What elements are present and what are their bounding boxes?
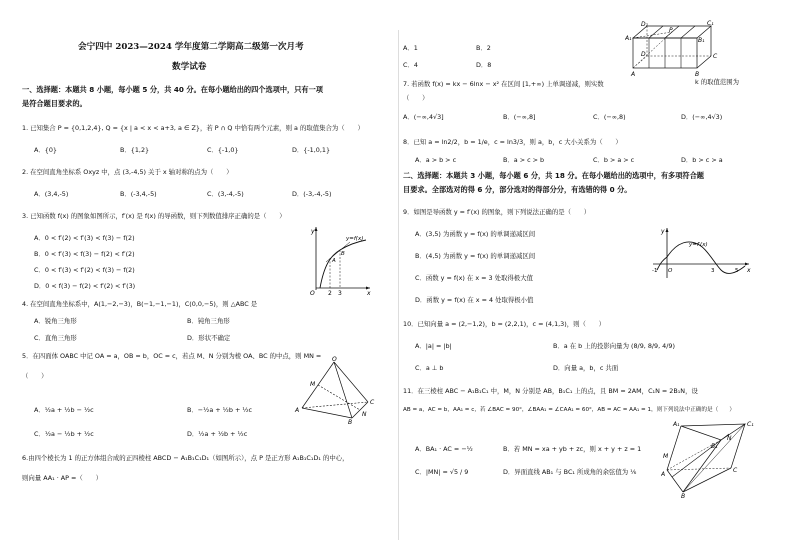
q5-fig-m: M — [310, 381, 316, 388]
q8-option-d[interactable]: D．b > c > a — [681, 156, 723, 164]
q8-stem: 8．已知 a = ln2/2，b = 1/e，c = ln3/3，则 a，b，c 大小关系为（ ） — [403, 138, 622, 146]
q7-k-range: k 的取值范围为 — [695, 78, 740, 86]
section1-heading: 一、选择题：本题共 8 小题，每小题 5 分，共 40 分。在每小题给出的四个选项中，只有一项 — [22, 85, 323, 94]
q3-stem: 3. 已知函数 f(x) 的图象如图所示，f′(x) 是 f(x) 的导函数，则下列数值排序正确的是（ ） — [22, 212, 286, 220]
q11-fig-b1: B₁ — [711, 443, 718, 450]
q6-stem: 6.由四个棱长为 1 的正方体组合成的正四棱柱 ABCD − A₁B₁C₁D₁（如图所示），点 P 是正方形 A₁B₁C₁D₁ 的中心， — [22, 454, 349, 462]
q9-option-d[interactable]: D．函数 y = f(x) 在 x = 4 处取得极小值 — [415, 296, 534, 304]
q11-option-c[interactable]: C．|MN| = √5 / 9 — [415, 468, 469, 476]
q3-fig-point-a: A — [332, 258, 336, 264]
q9-stem: 9．如图是导函数 y = f′(x) 的图象，则下列说法正确的是（ ） — [403, 208, 591, 216]
q5-option-c[interactable]: C．½a − ½b + ½c — [34, 430, 94, 438]
q9-fig-origin: O — [668, 268, 673, 274]
q10-option-b[interactable]: B．a 在 b 上的投影向量为 (8/9, 8/9, 4/9) — [553, 342, 675, 350]
q7-option-c[interactable]: C．(−∞,8) — [593, 113, 626, 121]
q4-option-d[interactable]: D．形状不确定 — [187, 334, 231, 342]
q11-fig-n: N — [727, 435, 732, 442]
q5-fig-o: O — [332, 356, 337, 363]
q6-fig-c: C — [713, 53, 718, 60]
q7-paren: （ ） — [403, 94, 429, 102]
q2-option-d[interactable]: D．(-3,-4,-5) — [292, 190, 332, 198]
q10-option-a[interactable]: A．|a| = |b| — [415, 342, 452, 350]
q11-fig-c1: C₁ — [747, 421, 754, 428]
q9-fig-tick-minus1: -1 — [652, 268, 658, 274]
q11-option-b[interactable]: B．若 MN = xa + yb + zc，则 x + y + z = 1 — [503, 445, 642, 453]
q7-option-a[interactable]: A．(−∞,4√3] — [403, 113, 444, 121]
q9-derivative-graph — [649, 224, 753, 280]
q11-fig-a: A — [661, 471, 666, 478]
q5-paren: （ ） — [22, 372, 48, 380]
q9-fig-tick-5: 5 — [735, 268, 739, 274]
q5-tetrahedron-figure — [294, 356, 378, 424]
q5-option-d[interactable]: D．½a + ½b + ½c — [187, 430, 248, 438]
section2-heading: 二、选择题：本题共 3 小题，每小题 6 分，共 18 分。在每小题给出的选项中，有多项符合题 — [403, 171, 704, 180]
exam-title: 会宁四中 2023—2024 学年度第二学期高二级第一次月考 — [78, 42, 304, 52]
q9-option-c[interactable]: C．函数 y = f(x) 在 x = 3 处取得极大值 — [415, 274, 533, 282]
q6-fig-b: B — [695, 71, 700, 78]
q11-fig-m: M — [663, 453, 669, 460]
q5-fig-n: N — [362, 411, 367, 418]
q3-fig-y: y — [311, 228, 315, 235]
q3-fig-tick-2: 2 — [328, 290, 332, 296]
q3-option-d[interactable]: D．0 < f(3) − f(2) < f′(2) < f′(3) — [34, 282, 136, 290]
q9-fig-y: y — [661, 228, 665, 235]
q6-fig-a1: A₁ — [625, 35, 632, 42]
q5-fig-a: A — [295, 407, 300, 414]
q11-stem: 11．在三棱柱 ABC − A₁B₁C₁ 中，M，N 分别是 AB，B₁C₁ 上的点，且 BM = 2AM，C₁N = 2B₁N，设 — [403, 387, 698, 395]
q1-option-a[interactable]: A．{0} — [34, 146, 57, 154]
q8-option-a[interactable]: A．a > b > c — [415, 156, 457, 164]
q7-option-b[interactable]: B．(−∞,8] — [503, 113, 536, 121]
q9-fig-x: x — [747, 267, 751, 274]
q11-option-d[interactable]: D．异面直线 AB₁ 与 BC₁ 所成角的余弦值为 ⅙ — [503, 468, 637, 476]
q11-fig-b: B — [681, 493, 686, 498]
q3-fig-origin: O — [310, 290, 315, 296]
column-divider — [398, 30, 399, 540]
q6-fig-c1: C₁ — [707, 20, 714, 27]
q3-option-c[interactable]: C．0 < f′(3) < f′(2) < f(3) − f(2) — [34, 266, 135, 274]
q8-option-c[interactable]: C．b > a > c — [593, 156, 635, 164]
q1-stem: 1. 已知集合 P = {0,1,2,4}, Q = {x | a < x < a+3, a ∈ Z}，若 P ∩ Q 中恰有两个元素，则 a 的取值集合为（ ） — [22, 124, 364, 132]
q9-fig-fn: y=f′(x) — [689, 242, 708, 248]
q11-prism-figure — [661, 418, 757, 498]
q11-option-a[interactable]: A．BA₁ · AC = −½ — [415, 445, 473, 453]
q3-fig-point-b: B — [341, 251, 345, 257]
q5-fig-b: B — [348, 419, 353, 424]
q4-option-c[interactable]: C．直角三角形 — [34, 334, 77, 342]
exam-subtitle: 数学试卷 — [172, 62, 207, 72]
q6-prism-figure — [625, 20, 719, 78]
q3-fig-x: x — [367, 290, 371, 296]
q7-option-d[interactable]: D．(−∞,4√3) — [681, 113, 723, 121]
q6-fig-p: P — [669, 27, 673, 34]
q4-option-a[interactable]: A．锐角三角形 — [34, 317, 77, 325]
section2-heading-2: 目要求。全部选对的得 6 分，部分选对的得部分分，有选错的得 0 分。 — [403, 185, 632, 194]
q6-fig-d: D — [641, 51, 646, 58]
q11-fig-c: C — [733, 467, 738, 474]
q5-option-b[interactable]: B．−½a + ½b + ½c — [187, 406, 253, 414]
q6-option-a[interactable]: A．1 — [403, 44, 418, 52]
q3-fig-fn: y=f(x) — [346, 236, 364, 242]
q6-stem-2: 则向量 AA₁ · AP =（ ） — [22, 474, 102, 482]
q5-option-a[interactable]: A．½a + ½b − ½c — [34, 406, 94, 414]
q9-option-a[interactable]: A．(3,5) 为函数 y = f(x) 的单调递减区间 — [415, 230, 536, 238]
q3-function-graph — [306, 224, 372, 296]
q6-fig-d1: D₁ — [641, 21, 649, 28]
q3-option-a[interactable]: A．0 < f′(2) < f′(3) < f(3) − f(2) — [34, 234, 135, 242]
q5-fig-c: C — [370, 399, 375, 406]
q1-option-d[interactable]: D．{-1,0,1} — [292, 146, 331, 154]
q9-option-b[interactable]: B．(4,5) 为函数 y = f(x) 的单调递减区间 — [415, 252, 536, 260]
q10-option-c[interactable]: C．a ⊥ b — [415, 364, 444, 372]
q9-fig-tick-3: 3 — [711, 268, 715, 274]
q7-stem: 7. 若函数 f(x) = kx − 6lnx − x² 在区间 [1,+∞) 上单调递减，则实数 — [403, 80, 604, 88]
q6-option-c[interactable]: C．4 — [403, 61, 418, 69]
q4-option-b[interactable]: B．钝角三角形 — [187, 317, 230, 325]
q8-option-b[interactable]: B．a > c > b — [503, 156, 545, 164]
section1-heading-2: 是符合题目要求的。 — [22, 99, 87, 108]
q2-option-b[interactable]: B．(-3,4,-5) — [120, 190, 157, 198]
q10-option-d[interactable]: D．向量 a，b，c 共面 — [553, 364, 619, 372]
q1-option-c[interactable]: C．{-1,0} — [207, 146, 239, 154]
q2-option-a[interactable]: A．(3,4,-5) — [34, 190, 69, 198]
q11-fig-a1: A₁ — [673, 421, 680, 428]
q6-option-b[interactable]: B．2 — [476, 44, 491, 52]
q2-option-c[interactable]: C．(3,-4,-5) — [207, 190, 244, 198]
q2-stem: 2. 在空间直角坐标系 Oxyz 中，点 (3,-4,5) 关于 x 轴对称的点为（ ） — [22, 168, 233, 176]
q6-fig-b1: B₁ — [698, 37, 705, 44]
q3-fig-tick-3: 3 — [338, 290, 342, 296]
q6-fig-a: A — [631, 71, 636, 78]
q10-stem: 10．已知向量 a = (2,−1,2)，b = (2,2,1)，c = (4,1,3)，则（ ） — [403, 320, 606, 328]
q5-stem: 5．在四面体 OABC 中记 OA = a，OB = b，OC = c，若点 M、N 分别为棱 OA、BC 的中点，则 MN = — [22, 352, 322, 360]
q1-option-b[interactable]: B．{1,2} — [120, 146, 150, 154]
q6-option-d[interactable]: D．8 — [476, 61, 492, 69]
q11-stem-2: AB = a，AC = b，AA₁ = c，若 ∠BAC = 90°，∠BAA₁ = ∠CAA₁ = 60°，AB = AC = AA₁ = 1，则下列说法中正确的是（ ） — [403, 407, 735, 413]
q3-option-b[interactable]: B．0 < f′(3) < f(3) − f(2) < f′(2) — [34, 250, 135, 258]
q4-stem: 4. 在空间直角坐标系中，A(1,−2,−3)，B(−1,−1,−1)，C(0,0,−5)，则 △ABC 是 — [22, 300, 258, 308]
